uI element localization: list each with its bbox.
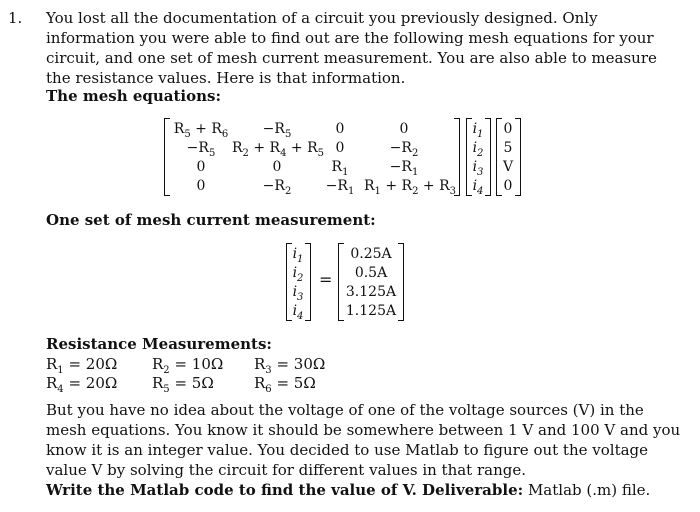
resistance-heading: Resistance Measurements: <box>46 335 272 353</box>
matrix-cell: 0 <box>335 140 345 156</box>
matrix-cell: $-R_1$ <box>389 159 419 178</box>
resistance-value: $R_2 = 10\Omega$ <box>152 355 224 376</box>
resistance-value: $R_6 = 5\Omega$ <box>254 374 316 395</box>
matrix-left-bracket <box>164 118 170 196</box>
source-vector-entry: V <box>502 159 514 175</box>
resistance-value: $R_3 = 30\Omega$ <box>254 355 326 376</box>
task-line <box>46 480 650 500</box>
matrix-cell: $-R_5$ <box>186 140 216 159</box>
source-vector-right-bracket <box>515 118 521 196</box>
measured-vector-entry: $i_4$ <box>292 303 304 322</box>
matrix-cell: 0 <box>335 121 345 137</box>
source-vector-entry: 0 <box>503 178 513 194</box>
matrix-cell: $-R_5$ <box>262 121 292 140</box>
matrix-cell: 0 <box>196 159 206 175</box>
resistance-value: $R_4 = 20\Omega$ <box>46 374 118 395</box>
measured-value: 1.125A <box>345 303 397 319</box>
closing-paragraph: But you have no idea about the voltage of one of the voltage sources (V) in the mesh equations. You know it should be somewhere between 1 V and 100 V and you know it is an integer value. You decided to use Matlab to figure out the voltage value V by solving the circuit for different values in that range. <box>46 401 681 479</box>
matrix-cell: 0 <box>196 178 206 194</box>
intro-paragraph: You lost all the documentation of a circuit you previously designed. Only information you were able to find out are the following mesh equations for your circuit, and one set of mesh current measurement. You are also able to measure the resistance values. Here is that information. <box>46 9 657 87</box>
matrix-cell: $R_1$ <box>331 159 349 178</box>
task-rest: Matlab (.m) file. <box>523 481 651 499</box>
matrix-cell: $R_2 + R_4 + R_5$ <box>232 140 325 159</box>
matrix-cell: $R_5 + R_6$ <box>173 121 229 140</box>
source-vector-entry: 0 <box>503 121 513 137</box>
measured-vector-entry: $i_2$ <box>292 265 304 284</box>
current-vector-entry: $i_2$ <box>472 140 484 159</box>
matrix-cell: 0 <box>272 159 282 175</box>
current-vector-entry: $i_4$ <box>472 178 484 197</box>
measured-vector-right-bracket <box>305 243 311 321</box>
measured-value: 0.25A <box>350 246 392 262</box>
equals-sign: = <box>319 270 333 289</box>
measured-value: 0.5A <box>354 265 388 281</box>
matrix-cell: $-R_2$ <box>262 178 292 197</box>
current-vector-entry: $i_3$ <box>472 159 484 178</box>
measured-value: 3.125A <box>345 284 397 300</box>
measured-vector-entry: $i_3$ <box>292 284 304 303</box>
current-vector-right-bracket <box>485 118 491 196</box>
current-vector-entry: $i_1$ <box>472 121 484 140</box>
measured-vector-entry: $i_1$ <box>292 246 304 265</box>
matrix-cell: $-R_1$ <box>325 178 355 197</box>
matrix-cell: 0 <box>399 121 409 137</box>
task-bold: Write the Matlab code to find the value of V. Deliverable: <box>46 481 524 499</box>
matrix-cell: $R_1 + R_2 + R_3$ <box>364 178 457 197</box>
source-vector-entry: 5 <box>503 140 513 156</box>
resistance-value: $R_5 = 5\Omega$ <box>152 374 214 395</box>
measurement-heading: One set of mesh current measurement: <box>46 211 376 229</box>
mesh-heading: The mesh equations: <box>46 87 221 105</box>
resistance-value: $R_1 = 20\Omega$ <box>46 355 118 376</box>
problem-number: 1. <box>8 9 23 27</box>
matrix-cell: $-R_2$ <box>389 140 419 159</box>
